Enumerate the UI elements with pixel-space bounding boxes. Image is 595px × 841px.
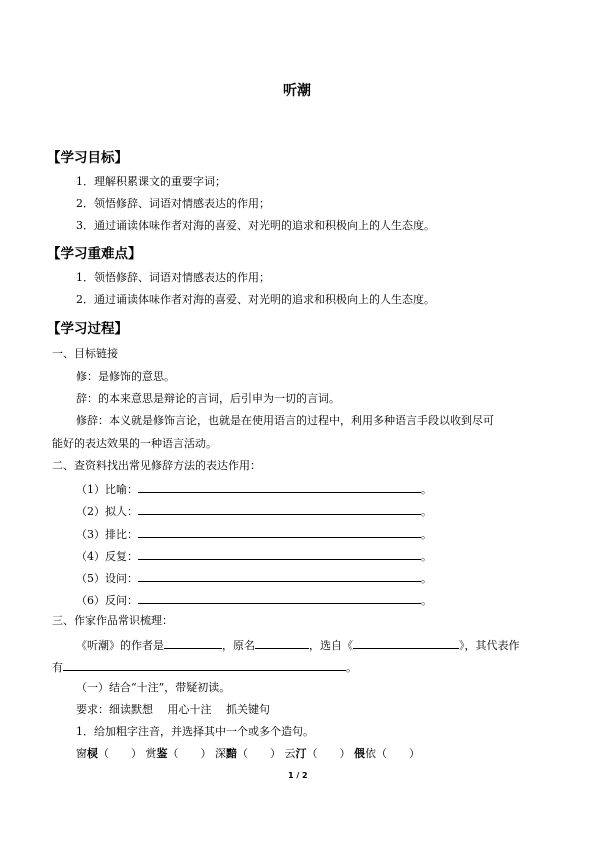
rhetoric-label: （3）排比： (76, 528, 138, 541)
keypoint-item-2: 2．通过诵读体味作者对海的喜爱、对光明的追求和积极向上的人生态度。 (76, 293, 435, 306)
works-blank[interactable] (63, 659, 346, 671)
works-end: 。 (346, 661, 357, 674)
rhetoric-row-4 (76, 548, 432, 564)
rhetoric-label: （4）反复： (76, 550, 138, 563)
pinyin-row (76, 747, 420, 761)
rhetoric-row-1 (76, 481, 432, 497)
pinyin-item: 深黯（ ） (215, 747, 281, 760)
question-1: 1．给加粗字注音，并选择其中一个或多个造句。 (76, 725, 314, 738)
rhetoric-end: 。 (421, 528, 432, 541)
reading-subsection: （一）结合“十注”，带疑初读。 (76, 681, 231, 694)
answer-blank[interactable] (138, 548, 421, 560)
keypoints-heading: 【学习重难点】 (47, 246, 142, 262)
author-info-line2 (52, 659, 357, 675)
keypoint-item-1: 1．领悟修辞、词语对情感表达的作用； (76, 271, 270, 284)
answer-blank[interactable] (138, 503, 421, 515)
rhetoric-label: （2）拟人： (76, 505, 138, 518)
reading-requirements: 要求：细读默想 用心十注 抓关键句 (76, 703, 270, 716)
xiuci-definition-line2: 能好的表达效果的一种语言活动。 (52, 437, 217, 450)
pinyin-item: 云汀（ ） (284, 747, 351, 760)
author-blank[interactable] (164, 637, 222, 649)
answer-blank[interactable] (138, 570, 421, 582)
part1-title: 一、目标链接 (52, 347, 118, 360)
part3-title: 三、作家作品常识梳理： (52, 614, 173, 627)
answer-blank[interactable] (138, 526, 421, 538)
rhetoric-label: （6）反问： (76, 594, 138, 607)
page-number: 1 / 2 (288, 771, 308, 780)
rhetoric-end: 。 (421, 572, 432, 585)
rhetoric-end: 。 (421, 550, 432, 563)
ci-definition: 辞：的本来意思是辩论的言词，后引申为一切的言词。 (76, 392, 340, 405)
original-name-blank[interactable] (255, 637, 309, 649)
part2-title: 二、查资料找出常见修辞方法的表达作用： (52, 459, 261, 472)
rhetoric-row-2 (76, 503, 432, 519)
goal-item-3: 3．通过诵读体味作者对海的喜爱、对光明的追求和积极向上的人生态度。 (76, 219, 435, 232)
goal-item-1: 1．理解积累课文的重要字词； (76, 175, 226, 188)
rhetoric-row-6 (76, 592, 432, 608)
source-label: ，选自《 (309, 639, 353, 652)
rhetoric-end: 。 (421, 594, 432, 607)
pinyin-item: 窗棂（ ） (76, 747, 142, 760)
xiu-definition: 修：是修饰的意思。 (76, 370, 175, 383)
process-heading: 【学习过程】 (47, 321, 128, 337)
goal-item-2: 2．领悟修辞、词语对情感表达的作用； (76, 197, 270, 210)
xiuci-definition-line1: 修辞：本义就是修饰言论，也就是在使用语言的过程中，利用多种语言手段以收到尽可 (76, 414, 494, 427)
rhetoric-end: 。 (421, 483, 432, 496)
answer-blank[interactable] (138, 481, 421, 493)
author-label: 《听潮》的作者是 (76, 639, 164, 652)
goals-heading: 【学习目标】 (47, 150, 128, 166)
pinyin-item: 偎依（ ） (354, 747, 420, 760)
pinyin-item: 赏鉴（ ） (145, 747, 212, 760)
rhetoric-label: （1）比喻： (76, 483, 138, 496)
representative-label: 》，其代表作 (459, 639, 520, 652)
rhetoric-label: （5）设问： (76, 572, 138, 585)
rhetoric-row-5 (76, 570, 432, 586)
author-info-line1 (76, 637, 520, 653)
original-name-label: ，原名 (222, 639, 255, 652)
rhetoric-row-3 (76, 526, 432, 542)
source-blank[interactable] (353, 637, 459, 649)
answer-blank[interactable] (138, 592, 421, 604)
works-label: 有 (52, 661, 63, 674)
rhetoric-end: 。 (421, 505, 432, 518)
page-title: 听潮 (283, 83, 311, 99)
